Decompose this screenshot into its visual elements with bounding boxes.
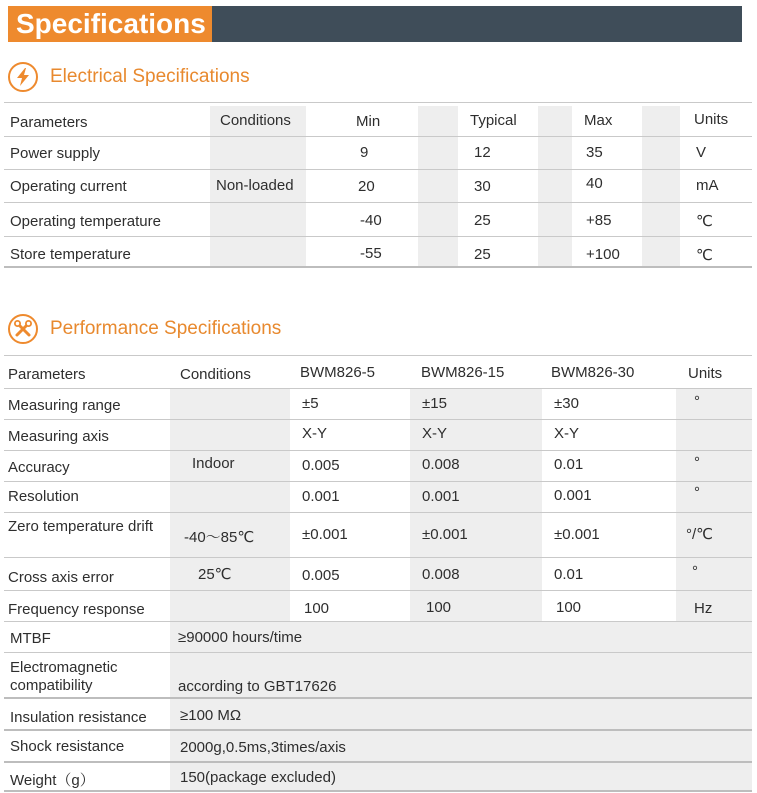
header-cell: Max	[584, 112, 613, 129]
table-row	[4, 482, 752, 512]
lightning-icon	[8, 62, 38, 92]
header-cell: Conditions	[180, 366, 251, 383]
cell-value: ≥100 MΩ	[180, 707, 242, 724]
table-row	[4, 591, 752, 621]
table-row	[4, 237, 752, 267]
cell-value: 0.005	[302, 457, 340, 474]
cell-value: 100	[556, 599, 582, 616]
cell-units: ℃	[696, 213, 713, 230]
cell-value: 0.01	[554, 456, 584, 473]
cell-parameter: Weight（g）	[10, 772, 95, 789]
cell-typical: 25	[474, 212, 491, 229]
performance-section-title	[8, 314, 281, 344]
cell-value: ±5	[302, 395, 319, 412]
cell-min: 20	[358, 178, 375, 195]
cell-parameter: Cross axis error	[8, 569, 114, 586]
electrical-top-rule	[4, 102, 752, 103]
cell-value: according to GBT17626	[178, 678, 337, 695]
cell-parameter: Resolution	[8, 488, 79, 505]
cell-parameter: MTBF	[10, 630, 51, 647]
performance-top-rule	[4, 355, 752, 356]
cell-value: 2000g,0.5ms,3times/axis	[180, 739, 346, 756]
cell-units: °	[694, 393, 700, 410]
header-bar	[8, 6, 742, 42]
electrical-section-title	[8, 62, 250, 92]
cell-parameter: Power supply	[10, 145, 101, 162]
table-row	[4, 451, 752, 481]
cell-parameter: Accuracy	[8, 459, 70, 476]
cell-parameter: Operating current	[10, 178, 127, 195]
cell-value: 150(package excluded)	[180, 769, 336, 786]
cell-value: ±15	[422, 395, 447, 412]
header-cell: Units	[694, 111, 729, 128]
cell-value: 0.001	[302, 488, 340, 505]
cell-value: 0.008	[422, 566, 460, 583]
header-cell: Typical	[470, 112, 517, 129]
cell-typical: 25	[474, 246, 491, 263]
cell-value: 0.005	[302, 567, 340, 584]
performance-title-text: Performance Specifications	[50, 318, 282, 339]
cell-units: V	[696, 144, 707, 161]
cell-min: -40	[360, 212, 382, 229]
cell-units: °	[694, 454, 700, 471]
table-row	[4, 622, 752, 652]
cell-parameter: Measuring range	[8, 397, 121, 414]
cell-min: 9	[360, 144, 369, 161]
cell-value: ±30	[554, 395, 579, 412]
table-row	[4, 763, 752, 791]
cell-parameter: Operating temperature	[10, 213, 161, 230]
cell-value: X-Y	[422, 425, 448, 442]
cell-units: °	[692, 563, 698, 580]
cell-max: +85	[586, 212, 612, 229]
cell-typical: 30	[474, 178, 491, 195]
table-row	[4, 513, 752, 557]
cell-parameter: Store temperature	[10, 246, 131, 263]
cell-conditions: Indoor	[192, 455, 235, 472]
cell-units: °/℃	[686, 526, 714, 543]
cell-value: X-Y	[302, 425, 328, 442]
cell-value: 0.001	[554, 487, 592, 504]
table-row	[4, 558, 752, 590]
table-row	[4, 653, 752, 697]
cell-parameter: Electromagnetic compatibility	[10, 659, 118, 694]
cell-parameter: Shock resistance	[10, 738, 125, 755]
cell-max: 40	[586, 175, 603, 192]
cell-min: -55	[360, 245, 382, 262]
cell-conditions: 25℃	[198, 566, 232, 583]
table-row	[4, 137, 752, 169]
cell-units: °	[694, 484, 700, 501]
cell-conditions: Non-loaded	[216, 177, 294, 194]
cell-value: ±0.001	[554, 526, 600, 543]
cell-units: ℃	[696, 247, 713, 264]
cell-value: 0.01	[554, 566, 584, 583]
header-cell: Units	[688, 365, 723, 382]
tools-icon	[8, 314, 38, 344]
cell-value: 0.008	[422, 456, 460, 473]
cell-value: ±0.001	[302, 526, 348, 543]
cell-conditions: -40～85℃	[184, 529, 255, 546]
electrical-title-text: Electrical Specifications	[50, 66, 250, 87]
header-cell: BWM826-15	[421, 364, 505, 381]
table-row	[4, 420, 752, 450]
header-cell: Parameters	[8, 366, 86, 383]
cell-parameter: Measuring axis	[8, 428, 109, 445]
header-cell: Min	[356, 113, 381, 130]
cell-value: 100	[304, 600, 330, 617]
header-cell: BWM826-30	[551, 364, 635, 381]
cell-parameter: Frequency response	[8, 601, 145, 618]
table-row	[4, 731, 752, 761]
table-row	[4, 203, 752, 236]
table-bottom-rule	[4, 790, 752, 792]
performance-header-row	[4, 358, 752, 388]
cell-value: 0.001	[422, 488, 460, 505]
header-cell: Parameters	[10, 114, 88, 131]
electrical-header-row	[4, 106, 752, 136]
cell-parameter: Insulation resistance	[10, 709, 147, 726]
cell-value: ±0.001	[422, 526, 468, 543]
cell-max: +100	[586, 246, 620, 263]
cell-value: ≥90000 hours/time	[178, 629, 303, 646]
header-cell: BWM826-5	[300, 364, 376, 381]
cell-typical: 12	[474, 144, 491, 161]
cell-units: mA	[696, 177, 719, 194]
cell-units: Hz	[694, 600, 713, 617]
header-cell: Conditions	[220, 112, 291, 129]
cell-value: 100	[426, 599, 452, 616]
cell-parameter: Zero temperature drift	[8, 518, 154, 535]
cell-max: 35	[586, 144, 603, 161]
cell-value: X-Y	[554, 425, 580, 442]
table-row	[4, 699, 752, 729]
table-row	[4, 170, 752, 202]
electrical-bottom-rule	[4, 266, 752, 268]
table-row	[4, 389, 752, 419]
page-title: Specifications	[8, 6, 212, 42]
